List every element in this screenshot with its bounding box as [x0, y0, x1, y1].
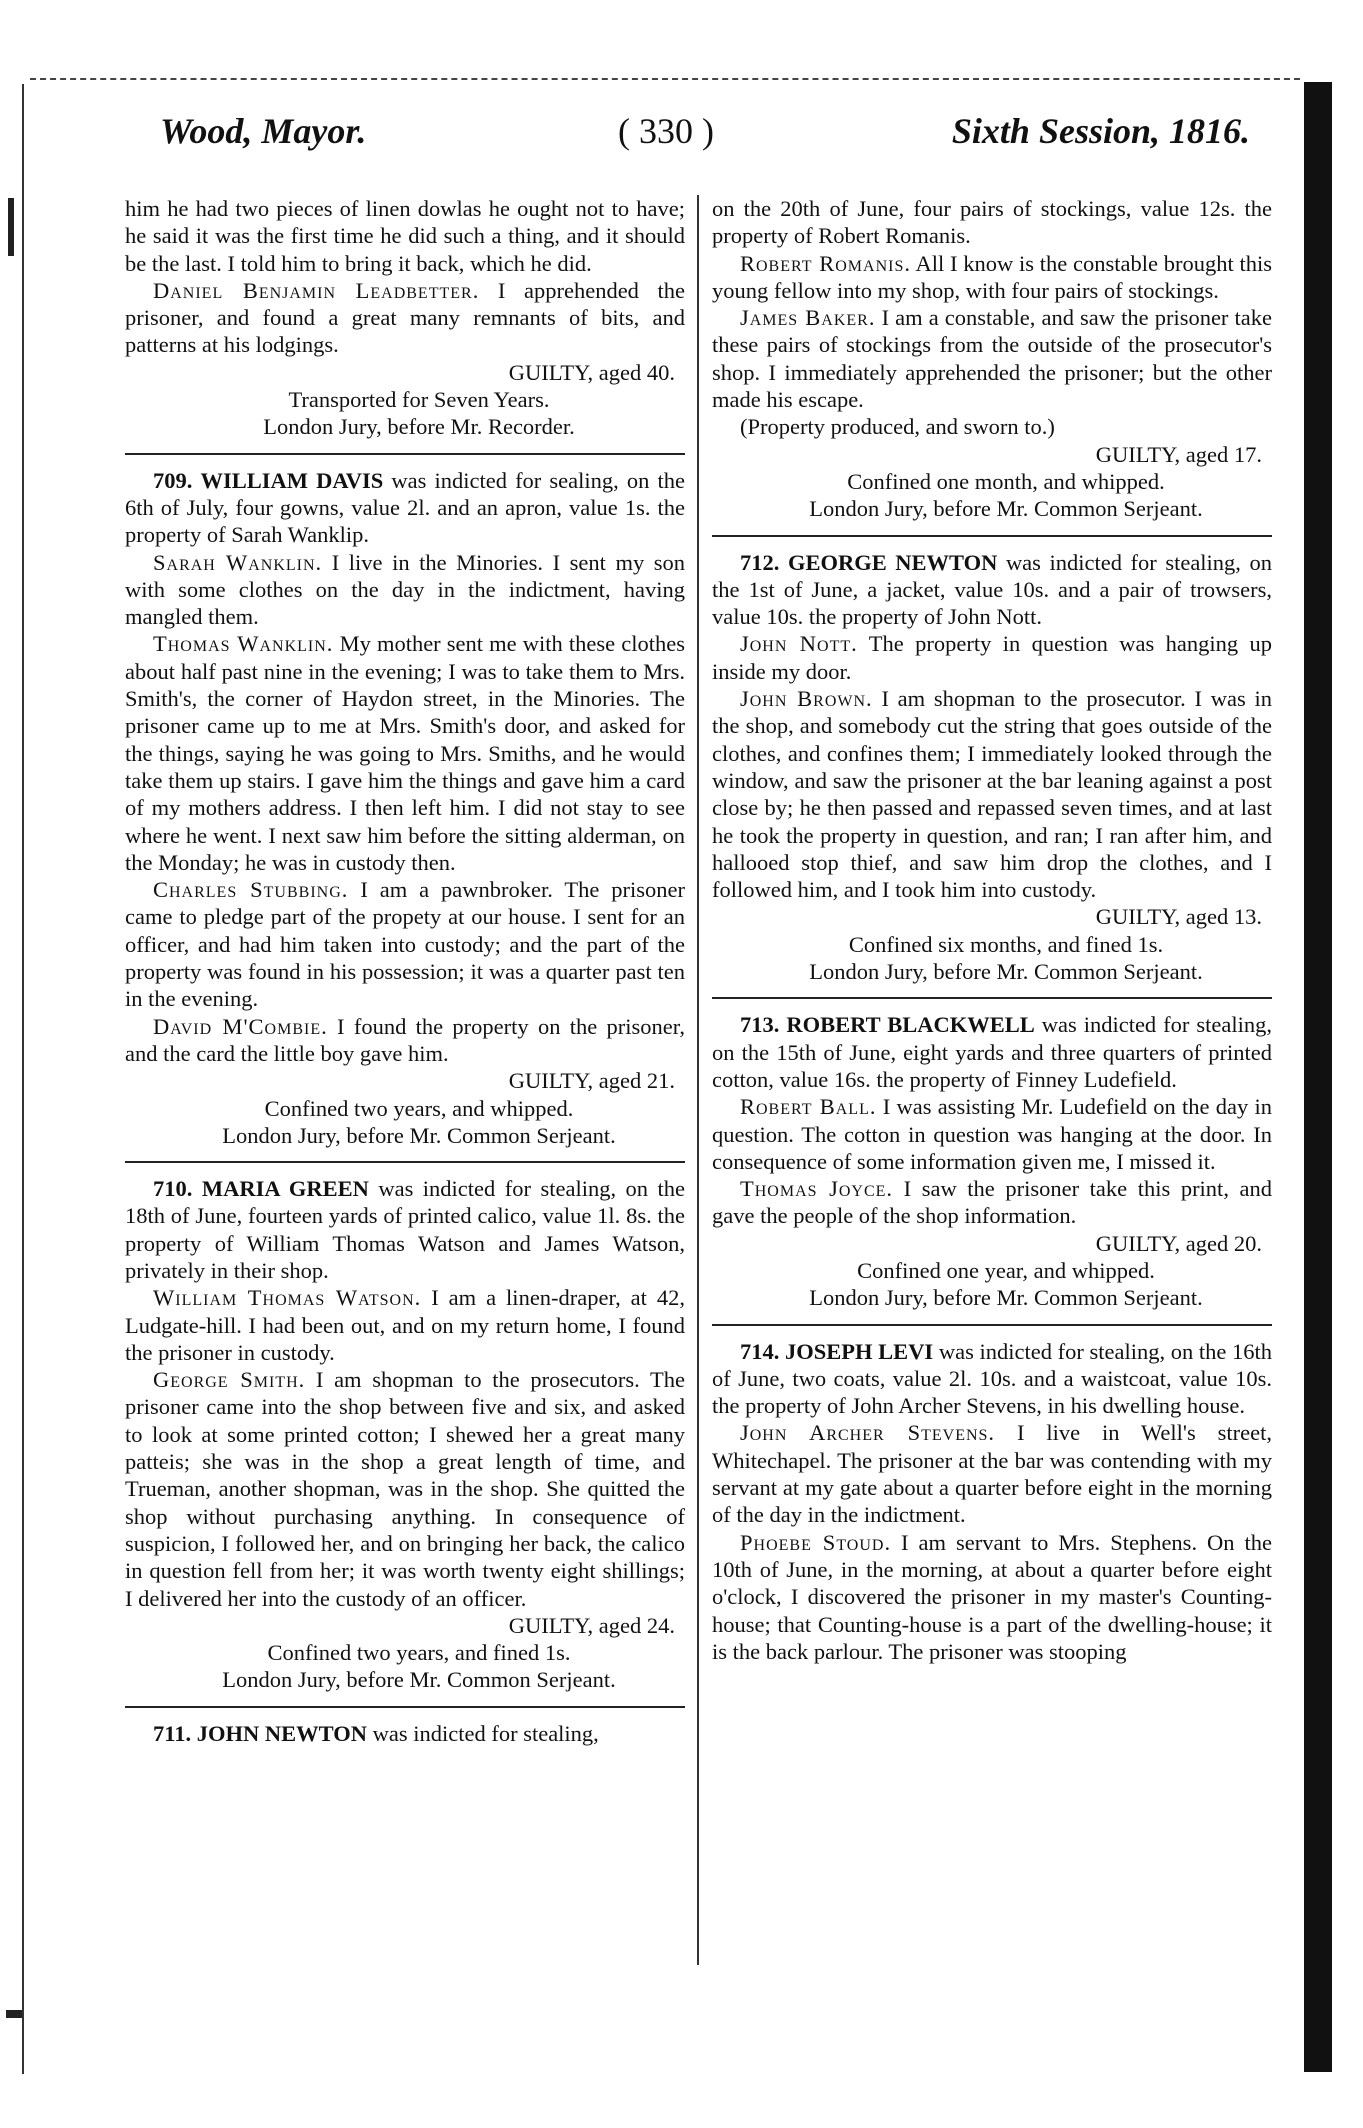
sentence-line: Confined one year, and whipped. [857, 1257, 1155, 1283]
case-text: was indicted for sealing, on the 6th of July, four gowns, value 2l. and an apron, value 1s. the property of Sarah Wanklip. [125, 467, 685, 548]
sentence-line: London Jury, before Mr. Recorder. [263, 414, 575, 440]
witness-name: Robert Ball. [740, 1094, 877, 1120]
witness-name: Sarah Wanklin. [153, 549, 323, 575]
verdict: GUILTY, aged 20. [1095, 1230, 1262, 1256]
witness-name: John Archer Stevens. [740, 1420, 996, 1446]
testimony-text: I found the property on the prisoner, and the card the little boy gave him. [125, 1013, 685, 1066]
case-number: 709. [153, 467, 193, 493]
testimony-text: I am servant to Mrs. Stephens. On the 10th of June, in the morning, at about a quarter before eight o'clock, I discovered the prisoner in my master's Counting-house; that Counting-house is a part of the dwelling-house; it is the back parlour. The prisoner was stooping [712, 1529, 1272, 1664]
case-number: 713. [740, 1012, 780, 1038]
witness-name: Thomas Wanklin. [153, 631, 334, 657]
case-entry [712, 1338, 1272, 1420]
testimony [125, 277, 685, 359]
testimony [712, 250, 1272, 305]
testimony-text: All I know is the constable brought this young fellow into my shop, with four pairs of stockings. [712, 250, 1272, 303]
running-header [150, 110, 1260, 170]
page-top-edge [30, 78, 1300, 80]
section-rule [712, 997, 1272, 999]
verdict: GUILTY, aged 17. [1095, 441, 1262, 467]
testimony [125, 630, 685, 876]
witness-name: John Nott. [740, 631, 858, 657]
section-rule [712, 535, 1272, 537]
witness-name: Robert Romanis. [740, 250, 911, 276]
case-entry [125, 1720, 685, 1747]
sentence-line: London Jury, before Mr. Common Serjeant. [809, 1285, 1203, 1311]
testimony-text: My mother sent me with these clothes about half past nine in the evening; I was to take them to Mrs. Smith's, the corner of Haydon street, in the Minories. The prisoner came up to me at Mrs. Smith's door, and asked for the things, saying he was going to Mrs. Smiths, and he would take them up stairs. I gave him the things and gave him a card of my mothers address. I then left him. I did not stay to see where he went. I next saw him before the sitting alderman, on the Monday; he was in custody then. [125, 631, 685, 875]
case-text: was indicted for stealing, on the 1st of June, a jacket, value 10s. and a pair of trowsers, value 10s. the property of John Nott. [712, 549, 1272, 630]
testimony [712, 1529, 1272, 1665]
testimony [712, 1419, 1272, 1528]
page-right-edge-shadow [1304, 82, 1332, 2072]
testimony-text: I am shopman to the prosecutor. I was in the shop, and somebody cut the string that goes outside of the clothes, and confines them; I immediately looked through the window, and saw the prisoner at the bar leaning against a post close by; he then passed and repassed seven times, and at last he took the property in question, and ran; I ran after him, and hallooed stop thief, and saw him drop the clothes, and I followed him, and I took him into custody. [712, 686, 1272, 903]
case-text: was indicted for stealing, on the 18th of June, fourteen yards of printed calico, value 1l. 8s. the property of William Thomas Watson and James Watson, privately in their shop. [125, 1176, 686, 1283]
testimony-text: I am shopman to the prosecutors. The prisoner came into the shop between five and six, and asked to look at some printed cotton; I shewed her a great many patteis; she was in the shop a great length of time, and Trueman, another shopman, was in the shop. She quitted the shop without purchasing anything. In consequence of suspicion, I followed her, and on bringing her back, the calico in question fell from her; it was worth twenty eight shillings; I delivered her into the custody of an officer. [125, 1367, 685, 1611]
case-entry [712, 1011, 1272, 1093]
verdict: GUILTY, aged 13. [1095, 904, 1262, 930]
section-rule [125, 453, 685, 455]
witness-name: George Smith. [153, 1367, 306, 1393]
sentence-line: Confined six months, and fined 1s. [848, 931, 1164, 957]
testimony [125, 1013, 685, 1068]
sentence-line: Confined two years, and fined 1s. [267, 1640, 571, 1666]
right-column [712, 195, 1272, 1665]
paragraph: him he had two pieces of linen dowlas he ought not to have; he said it was the first time he did such a thing, and it should be the last. I told him to bring it back, which he did. [125, 196, 685, 276]
page-number: ( 330 ) [618, 111, 714, 151]
section-rule [125, 1161, 685, 1163]
defendant-name: JOHN NEWTON [196, 1720, 367, 1746]
testimony [712, 304, 1272, 413]
case-entry [125, 1175, 685, 1284]
sentence-line: London Jury, before Mr. Common Serjeant. [222, 1667, 616, 1693]
witness-name: William Thomas Watson. [153, 1285, 422, 1311]
header-left: Wood, Mayor. [160, 111, 367, 151]
sentence-line: London Jury, before Mr. Common Serjeant. [222, 1122, 616, 1148]
testimony-text: I live in Well's street, Whitechapel. The prisoner at the bar was contending with my servant at my gate about a quarter before eight in the morning of the day in the indictment. [712, 1420, 1272, 1528]
header-right: Sixth Session, 1816. [951, 111, 1250, 151]
defendant-name: GEORGE NEWTON [787, 549, 998, 575]
testimony-text: I was assisting Mr. Ludefield on the day in question. The cotton in question was hanging at the door. In consequence of some information given me, I missed it. [712, 1094, 1272, 1174]
testimony [712, 1093, 1272, 1175]
testimony-text: I am a constable, and saw the prisoner take these pairs of stockings from the outside of the prosecutor's shop. I immediately apprehended the prisoner; but the other made his escape. [712, 305, 1272, 413]
testimony-text: I saw the prisoner take this print, and gave the people of the shop information. [712, 1176, 1273, 1229]
paragraph: (Property produced, and sworn to.) [740, 414, 1055, 440]
witness-name: Charles Stubbing. [153, 877, 349, 903]
section-rule [125, 1706, 685, 1708]
sentence-line: Confined one month, and whipped. [847, 468, 1165, 494]
testimony [712, 1175, 1272, 1230]
case-text: was indicted for stealing, on the 16th of June, two coats, value 2l. 10s. and a waistcoat, value 10s. the property of John Archer Stevens, in his dwelling house. [712, 1338, 1272, 1419]
testimony [125, 1366, 685, 1612]
case-entry [125, 467, 685, 549]
verdict: GUILTY, aged 40. [508, 359, 675, 385]
case-number: 714. [740, 1338, 780, 1364]
case-number: 712. [740, 549, 780, 575]
sentence-line: Confined two years, and whipped. [264, 1095, 574, 1121]
left-column [125, 195, 685, 1747]
testimony-text: I apprehended the prisoner, and found a great many remnants of bits, and patterns at his lodgings. [125, 277, 686, 358]
column-divider [697, 195, 699, 1965]
case-entry [712, 549, 1272, 631]
testimony [125, 1284, 685, 1366]
witness-name: John Brown. [740, 686, 873, 712]
sentence-line: Transported for Seven Years. [288, 387, 550, 413]
sentence-line: London Jury, before Mr. Common Serjeant. [809, 496, 1203, 522]
sentence-line: London Jury, before Mr. Common Serjeant. [809, 959, 1203, 985]
margin-mark [8, 198, 14, 256]
defendant-name: MARIA GREEN [201, 1176, 369, 1202]
testimony [712, 630, 1272, 685]
page-left-edge [22, 84, 24, 2074]
defendant-name: ROBERT BLACKWELL [786, 1012, 1035, 1038]
paragraph: on the 20th of June, four pairs of stockings, value 12s. the property of Robert Romanis. [712, 196, 1272, 249]
witness-name: Thomas Joyce. [740, 1176, 894, 1202]
margin-mark-bottom [6, 2010, 22, 2018]
witness-name: James Baker. [740, 305, 876, 331]
testimony-text: I am a linen-draper, at 42, Ludgate-hill. I had been out, and on my return home, I found the prisoner in custody. [125, 1285, 685, 1365]
testimony-text: I am a pawnbroker. The prisoner came to pledge part of the propety at our house. I sent for an officer, and had him taken into custody; and the part of the property was found in his possession; it was a quarter past ten in the evening. [125, 877, 685, 1012]
case-number: 710. [153, 1176, 193, 1202]
witness-name: David M'Combie. [153, 1013, 328, 1039]
case-number: 711. [153, 1720, 192, 1746]
testimony [712, 685, 1272, 903]
case-text: was indicted for stealing, [367, 1720, 599, 1746]
testimony [125, 876, 685, 1012]
testimony-text: The property in question was hanging up inside my door. [712, 631, 1272, 684]
testimony [125, 549, 685, 631]
witness-name: Daniel Benjamin Leadbetter. [153, 277, 480, 303]
defendant-name: WILLIAM DAVIS [200, 467, 384, 493]
case-text: was indicted for stealing, on the 15th of June, eight yards and three quarters of printed cotton, value 16s. the property of Finney Ludefield. [712, 1012, 1273, 1092]
verdict: GUILTY, aged 21. [508, 1068, 675, 1094]
witness-name: Phoebe Stoud. [740, 1529, 892, 1555]
verdict: GUILTY, aged 24. [508, 1612, 675, 1638]
section-rule [712, 1324, 1272, 1326]
defendant-name: JOSEPH LEVI [785, 1338, 934, 1364]
testimony-text: I live in the Minories. I sent my son with some clothes on the day in the indictment, having mangled them. [125, 549, 685, 630]
